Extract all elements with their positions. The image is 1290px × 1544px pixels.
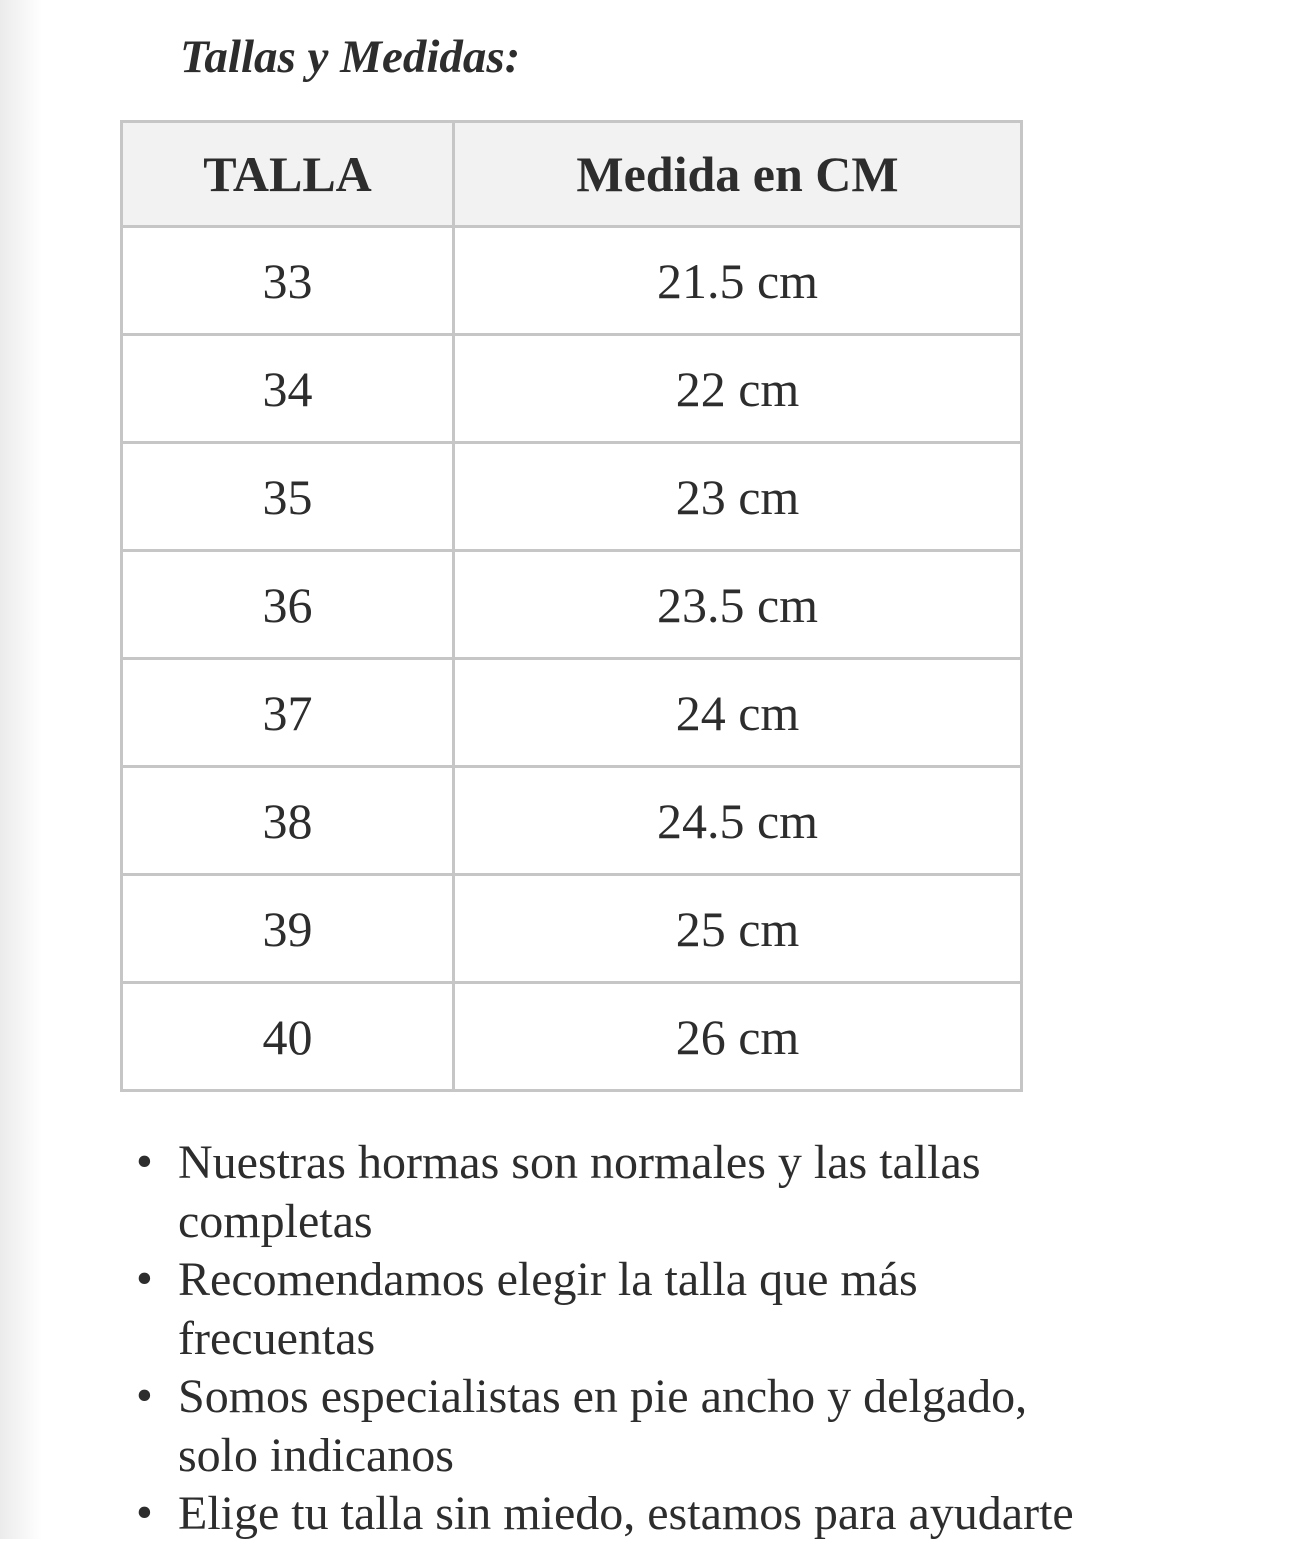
medida-cell: 24.5 cm xyxy=(454,767,1022,875)
fit-notes-list xyxy=(120,1134,1080,1544)
medida-cell: 26 cm xyxy=(454,983,1022,1091)
table-row xyxy=(122,551,1022,659)
size-table-header-talla: TALLA xyxy=(122,122,454,227)
talla-cell: 40 xyxy=(122,983,454,1091)
medida-cell: 24 cm xyxy=(454,659,1022,767)
table-row xyxy=(122,983,1022,1091)
talla-cell: 33 xyxy=(122,227,454,335)
size-table-header-medida: Medida en CM xyxy=(454,122,1022,227)
table-row xyxy=(122,659,1022,767)
table-row xyxy=(122,227,1022,335)
talla-cell: 37 xyxy=(122,659,454,767)
talla-cell: 38 xyxy=(122,767,454,875)
list-item: • Recomendamos elegir la talla que más frecuentas xyxy=(178,1251,1080,1368)
talla-cell: 36 xyxy=(122,551,454,659)
size-guide-title: Tallas y Medidas: xyxy=(180,31,521,83)
size-table-header-row xyxy=(122,122,1022,227)
table-row xyxy=(122,767,1022,875)
medida-cell: 21.5 cm xyxy=(454,227,1022,335)
medida-cell: 25 cm xyxy=(454,875,1022,983)
talla-cell: 35 xyxy=(122,443,454,551)
medida-cell: 23 cm xyxy=(454,443,1022,551)
size-table-body xyxy=(122,227,1022,1091)
table-row xyxy=(122,443,1022,551)
list-item: • Nuestras hormas son normales y las tallas completas xyxy=(178,1134,1080,1251)
table-row xyxy=(122,875,1022,983)
size-table xyxy=(120,120,1023,1092)
table-row xyxy=(122,335,1022,443)
talla-cell: 39 xyxy=(122,875,454,983)
talla-cell: 34 xyxy=(122,335,454,443)
list-item: • Elige tu talla sin miedo, estamos para ayudarte xyxy=(178,1485,1080,1544)
list-item: • Somos especialistas en pie ancho y delgado, solo indicanos xyxy=(178,1368,1080,1485)
medida-cell: 23.5 cm xyxy=(454,551,1022,659)
medida-cell: 22 cm xyxy=(454,335,1022,443)
